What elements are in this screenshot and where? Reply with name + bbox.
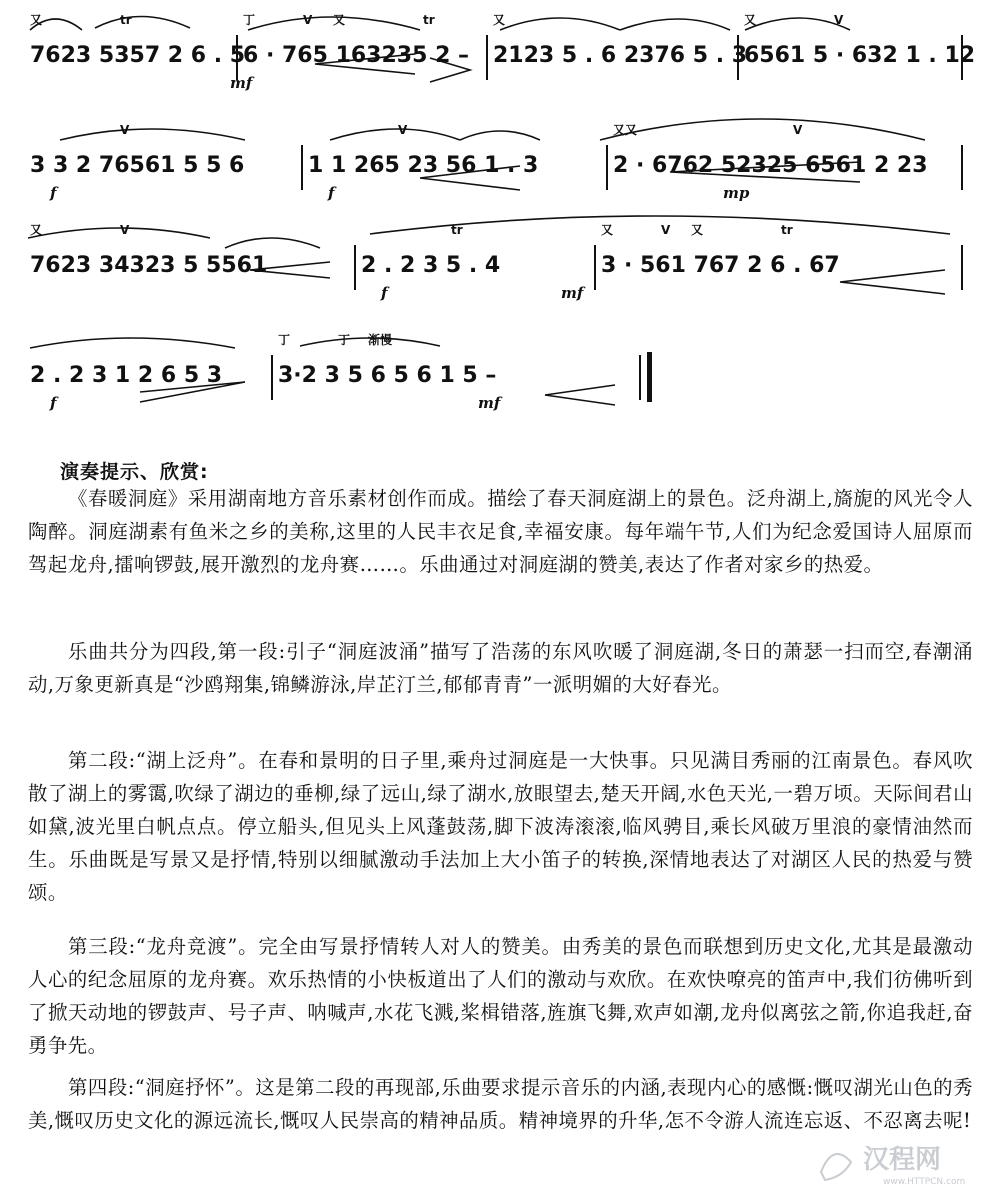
performance-mark: tr <box>781 223 793 237</box>
paragraph-section-4: 第四段:“洞庭抒怀”。这是第二段的再现部,乐曲要求提示音乐的内涵,表现内心的感慨:慨叹湖光山色的秀美,慨叹历史文化的源远流长,慨叹人民崇高的精神品质。精神境界的升华,怎不令游人流连忘返、不忍离去呢! <box>28 1076 973 1132</box>
score-measure: 3·2 3 5 6 5 6 1 5 – <box>278 363 497 388</box>
score-measure: 7623 5357 2 6 . 5 <box>30 43 246 68</box>
paragraph-intro: 《春暖洞庭》采用湖南地方音乐素材创作而成。描绘了春天洞庭湖上的景色。泛舟湖上,旖旎的风光令人陶醉。洞庭湖素有鱼米之乡的美称,这里的人民丰衣足食,幸福安康。每年端午节,人们为纪念爱国诗人屈原而驾起龙舟,擂响锣鼓,展开激烈的龙舟赛……。乐曲通过对洞庭湖的赞美,表达了作者对家乡的热爱。 <box>28 487 973 576</box>
score-measure: 6561 5 · 632 1 . 12 <box>744 43 976 68</box>
performance-mark: 又 <box>30 13 43 27</box>
dynamic-mark: f <box>328 184 335 202</box>
performance-mark: tr <box>451 223 463 237</box>
performance-mark: 丁 <box>278 333 291 347</box>
performance-mark: 渐慢 <box>368 333 393 347</box>
dynamic-mark: mp <box>723 184 750 202</box>
performance-mark: V <box>661 223 671 237</box>
music-score <box>0 0 995 440</box>
performance-mark: 又 <box>30 223 43 237</box>
performance-mark: V <box>793 123 803 137</box>
performance-mark: V <box>834 13 844 27</box>
dynamic-mark: f <box>50 394 57 412</box>
score-measure: 3 · 561 767 2 6 . 67 <box>601 253 840 278</box>
site-watermark <box>813 1132 983 1192</box>
score-measure: 2123 5 . 6 2376 5 . 3 <box>493 43 748 68</box>
performance-mark: 又 <box>493 13 506 27</box>
score-measure: 2 · 6762 52325 6561 2 23 <box>613 153 928 178</box>
score-measure: 2 . 2 3 5 . 4 <box>361 253 501 278</box>
dynamic-mark: mf <box>561 284 584 302</box>
performance-mark: V <box>303 13 313 27</box>
performance-mark: V <box>398 123 408 137</box>
performance-mark: 又 <box>744 13 757 27</box>
watermark-text: 汉程网 <box>863 1145 942 1175</box>
paragraph-section-2: 第二段:“湖上泛舟”。在春和景明的日子里,乘舟过洞庭是一大快事。只见满目秀丽的江南景色。春风吹散了湖上的雾霭,吹绿了湖边的垂柳,绿了远山,绿了湖水,放眼望去,楚天开阔,水色天光,一碧万顷。天际间君山如黛,波光里白帆点点。停立船头,但见头上风蓬鼓荡,脚下波涛滚滚,临风骋目,乘长风破万里浪的豪情油然而生。乐曲既是写景又是抒情,特别以细腻激动手法加上大小笛子的转换,深情地表达了对湖区人民的热爱与赞颂。 <box>28 749 973 904</box>
score-measure: 1 1 265 23 56 1 . 3 <box>308 153 539 178</box>
performance-mark: tr <box>120 13 132 27</box>
performance-mark: 丁 <box>338 333 351 347</box>
performance-mark: 又 <box>601 223 614 237</box>
dynamic-mark: mf <box>230 74 253 92</box>
performance-mark: 丁 <box>243 13 256 27</box>
dynamic-mark: mf <box>478 394 501 412</box>
dynamic-mark: f <box>381 284 388 302</box>
performance-mark: V <box>120 123 130 137</box>
score-measure: 7623 34323 5 5561 <box>30 253 268 278</box>
paragraph-section-3: 第三段:“龙舟竞渡”。完全由写景抒情转人对人的赞美。由秀美的景色而联想到历史文化,尤其是最激动人心的纪念屈原的龙舟赛。欢乐热情的小快板道出了人们的激动与欢欣。在欢快嘹亮的笛声中,我们彷佛听到了掀天动地的锣鼓声、号子声、呐喊声,水花飞溅,桨楫错落,旌旗飞舞,欢声如潮,龙舟似离弦之箭,你追我赶,奋勇争先。 <box>28 935 973 1057</box>
score-measure: 2 . 2 3 1 2 6 5 3 <box>30 363 223 388</box>
performance-mark: 又 <box>333 13 346 27</box>
watermark-url: www.HTTPCN.com <box>883 1177 966 1187</box>
paragraph-section-1: 乐曲共分为四段,第一段:引子“洞庭波涌”描写了浩荡的东风吹暖了洞庭湖,冬日的萧瑟一扫而空,春潮涌动,万象更新真是“沙鸥翔集,锦鳞游泳,岸芷汀兰,郁郁青青”一派明媚的大好春光。 <box>28 640 973 696</box>
score-measure: 6 · 765 163235 2 – <box>243 43 470 68</box>
dynamic-mark: f <box>50 184 57 202</box>
performance-mark: 又 <box>691 223 704 237</box>
performance-mark: tr <box>423 13 435 27</box>
performance-mark: V <box>120 223 130 237</box>
performance-mark: 又又 <box>613 123 638 137</box>
section-heading: 演奏提示、欣赏: <box>60 461 209 483</box>
score-measure: 3 3 2 76561 5 5 6 <box>30 153 245 178</box>
